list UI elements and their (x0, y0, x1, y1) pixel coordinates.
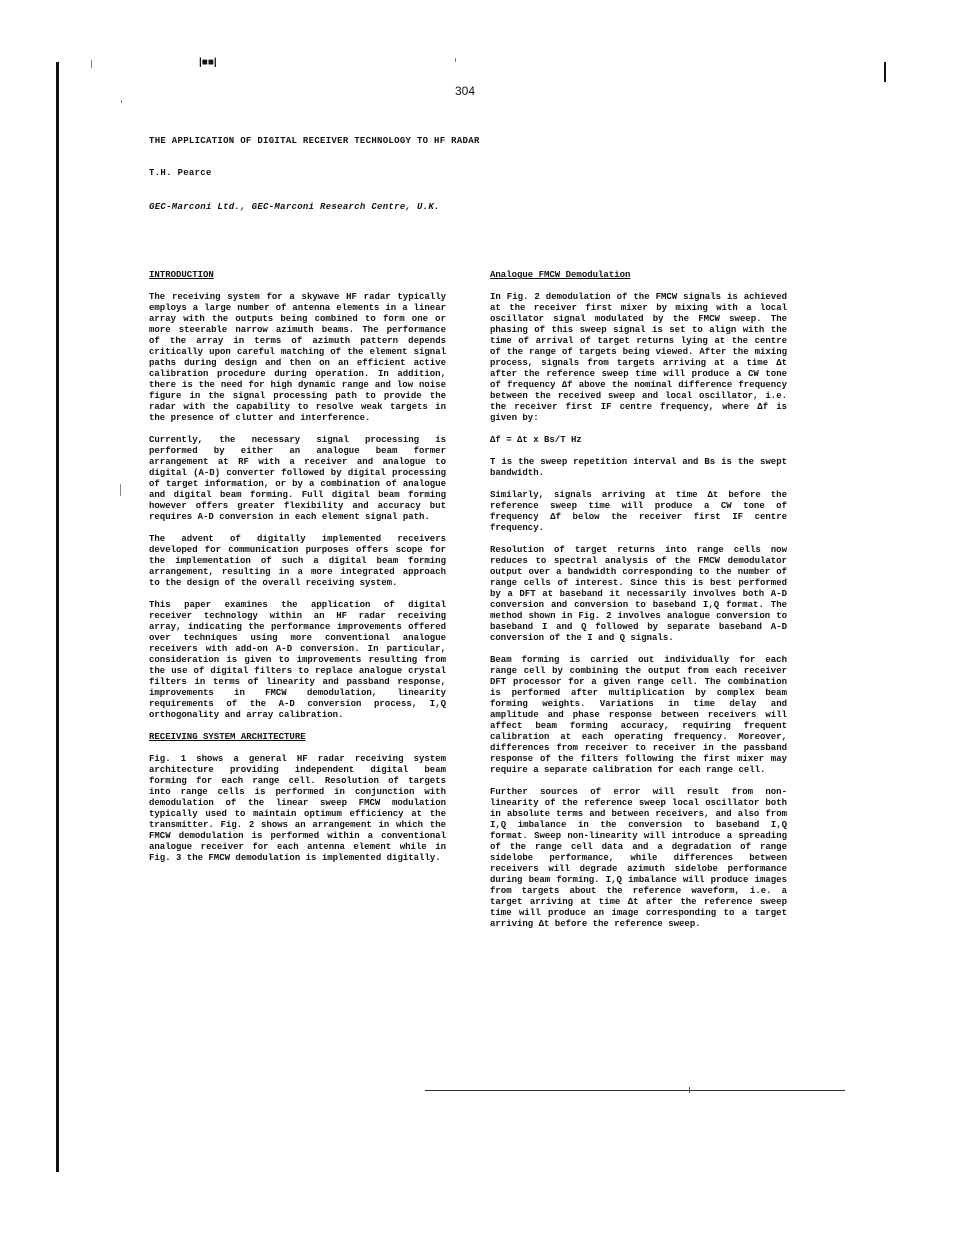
scan-margin-tick (120, 484, 121, 496)
page-number: 304 (455, 84, 476, 98)
scan-dot (455, 58, 456, 62)
section-heading-architecture: RECEIVING SYSTEM ARCHITECTURE (149, 732, 306, 742)
paragraph: The receiving system for a skywave HF radar typically employs a large number of antenna elements in a linear array with the outputs being combined to form one or more steerable narrow azimuth beams. The performance of the array in terms of azimuth pattern depends critically upon careful matching of the element signal paths during design and then on an efficient active calibration procedure during operation. In addition, there is the need for high dynamic range and low noise figure in the signal processing path to provide the radar with the capability to resolve weak targets in the presence of clutter and interference. (149, 292, 446, 423)
paragraph: Resolution of target returns into range cells now reduces to spectral analysis of the FMCW demodulator output over a bandwidth corresponding to the number of range cells of interest. Since this is best performed by a DFT at baseband it necessarily involves both A-D conversion and conversion to baseband I,Q format. The method shown in Fig. 2 involves analogue conversion to baseband I and Q followed by separate baseband A-D conversion of the I and Q signals. (490, 545, 787, 643)
top-fragment: |■■| (199, 57, 217, 68)
paragraph: Beam forming is carried out individually for each range cell by combining the output from each receiver DFT processor for a given range cell. The combination is performed after multiplication by complex beam forming weights. Variations in time delay and amplitude and phase response between receivers will affect beam forming accuracy, requiring frequent calibration at each operating frequency. Moreover, differences from receiver to receiver in the passband response of the filters following the first mixer may require a separate calibration for each range cell. (490, 655, 787, 775)
paper-title: THE APPLICATION OF DIGITAL RECEIVER TECHNOLOGY TO HF RADAR (149, 136, 480, 146)
left-column (149, 270, 446, 875)
paragraph: This paper examines the application of digital receiver technology within an HF radar receiving array, indicating the performance improvements offered over techniques using more conventional analogue receivers with add-on A-D conversion. In particular, consideration is given to improvements resulting from the use of digital filters to replace analogue crystal filters in terms of linearity and passband response, improvements in FMCW demodulation, linearity requirements of the A-D conversion process, I,Q orthogonality and array calibration. (149, 600, 446, 720)
paragraph: Further sources of error will result from non-linearity of the reference sweep local oscillator both in absolute terms and between receivers, and also from I,Q imbalance in the conversion to baseband I,Q format. Sweep non-linearity will introduce a spreading of the range cell data and a degradation of range sidelobe performance, while differences between receivers will degrade azimuth sidelobe performance during beam forming. I,Q imbalance will produce images from targets about the reference waveform, i.e. a target arriving at time Δt after the reference sweep time will produce an image corresponding to a target arriving Δt before the reference sweep. (490, 787, 787, 929)
paragraph: Fig. 1 shows a general HF radar receiving system architecture providing independent digital beam forming for each range cell. Resolution of targets into range cells is performed in conjunction with demodulation of the linear sweep FMCW modulation typically used to maintain optimum efficiency at the transmitter. Fig. 2 shows an arrangement in which the FMCW demodulation is performed within a conventional analogue receiver for each antenna element while in Fig. 3 the FMCW demodulation is implemented digitally. (149, 754, 446, 863)
scan-edge-mark-right (884, 62, 886, 82)
paper-author: T.H. Pearce (149, 168, 212, 178)
scan-bottom-line (425, 1090, 845, 1091)
paragraph: T is the sweep repetition interval and Bs is the swept bandwidth. (490, 457, 787, 478)
paragraph: In Fig. 2 demodulation of the FMCW signals is achieved at the receiver first mixer by mixing with a local oscillator signal modulated by the FMCW sweep. The phasing of this sweep signal is set to align with the time of arrival of target returns lying at the centre of the range of targets being viewed. After the mixing process, signals from targets arriving at a time Δt after the reference sweep time will produce a CW tone of frequency Δf above the nominal difference frequency between the received sweep and local oscillator, i.e. the receiver first IF centre frequency, where Δf is given by: (490, 292, 787, 423)
paragraph: The advent of digitally implemented receivers developed for communication purposes offers scope for the implementation of such a digital beam forming arrangement, resulting in a more integrated approach to the design of the overall receiving system. (149, 534, 446, 588)
equation: Δf = Δt x Bs/T Hz (490, 435, 582, 445)
scan-tick-mark (91, 60, 92, 68)
scan-edge-mark-left (56, 62, 59, 1172)
paragraph: Similarly, signals arriving at time Δt before the reference sweep time will produce a CW tone of frequency Δf below the receiver first IF centre frequency. (490, 490, 787, 533)
section-heading-introduction: INTRODUCTION (149, 270, 214, 280)
paper-affiliation: GEC-Marconi Ltd., GEC-Marconi Research Centre, U.K. (149, 202, 440, 212)
section-heading-fmcw-demodulation: Analogue FMCW Demodulation (490, 270, 631, 280)
scan-bottom-tick (689, 1087, 690, 1093)
scan-dot (121, 100, 122, 103)
right-column (490, 270, 787, 941)
paragraph: Currently, the necessary signal processing is performed by either an analogue beam former arrangement at RF with a receiver and analogue to digital (A-D) converter followed by digital processing of target information, or by a combination of analogue and digital beam forming. Full digital beam forming however offers greater flexibility and accuracy but requires A-D conversion in each element signal path. (149, 435, 446, 522)
